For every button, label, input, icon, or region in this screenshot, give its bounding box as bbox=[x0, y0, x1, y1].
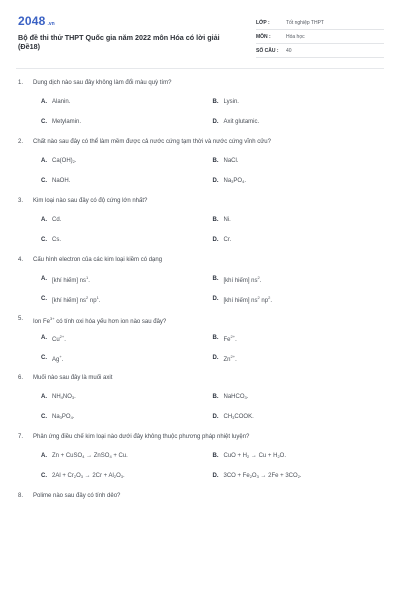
answer-option[interactable] bbox=[213, 473, 385, 479]
option-text: [khí hiếm] $ns^2$ $np^2$. bbox=[223, 294, 272, 304]
option-letter: D. bbox=[212, 119, 219, 125]
question-text: Phản ứng điều chế kim loại nào dưới đây không thuộc phương pháp nhiệt luyện? bbox=[33, 434, 250, 440]
question-text: Kim loại nào sau đây có độ cứng lớn nhất? bbox=[33, 198, 148, 204]
question-item bbox=[18, 80, 384, 139]
exam-title bbox=[18, 33, 233, 51]
answer-option[interactable] bbox=[41, 453, 213, 459]
meta-class-value: Tốt nghiệp THPT bbox=[286, 19, 324, 26]
option-text: Zn + CuSO$_4$ → ZnSO$_4$ + Cu. bbox=[52, 453, 128, 459]
question-stem bbox=[18, 139, 384, 151]
option-row bbox=[41, 171, 384, 191]
question-stem bbox=[18, 493, 384, 505]
option-text: [khí hiếm] $ns^2$ $np^1$. bbox=[52, 294, 101, 304]
option-letter: B. bbox=[212, 158, 219, 164]
answer-option[interactable] bbox=[213, 237, 385, 243]
question-number: 5. bbox=[18, 316, 24, 322]
answer-option[interactable] bbox=[213, 99, 385, 105]
option-text: $Fe^{2+}$. bbox=[223, 333, 237, 343]
question-stem bbox=[18, 316, 384, 328]
answer-option[interactable] bbox=[41, 119, 213, 125]
option-text: [khí hiếm] $ns^2$. bbox=[223, 274, 262, 284]
question-item bbox=[18, 316, 384, 375]
answer-option[interactable] bbox=[41, 158, 213, 164]
option-letter: D. bbox=[212, 414, 219, 420]
option-text: Metylamin. bbox=[52, 119, 82, 125]
answer-option[interactable] bbox=[213, 275, 385, 284]
option-row bbox=[41, 289, 384, 309]
option-row bbox=[41, 466, 384, 486]
question-text: Polime nào sau đây có tính dẻo? bbox=[33, 493, 121, 499]
option-row bbox=[41, 269, 384, 289]
question-text: Dung dịch nào sau đây không làm đổi màu quỳ tím? bbox=[33, 80, 172, 86]
option-row bbox=[41, 151, 384, 171]
logo-domain: .vn bbox=[47, 21, 55, 27]
option-letter: C. bbox=[41, 178, 47, 184]
question-list bbox=[18, 80, 384, 505]
exam-title-line2: (Đề18) bbox=[18, 42, 40, 51]
meta-subject-row bbox=[256, 30, 384, 44]
option-letter: B. bbox=[212, 335, 219, 341]
option-text: $3CO + Fe_2O_3 \to 2Fe + 3CO_2$. bbox=[223, 473, 302, 479]
answer-option[interactable] bbox=[41, 295, 213, 304]
option-letter: B. bbox=[212, 394, 219, 400]
option-letter: C. bbox=[41, 119, 47, 125]
option-letter: B. bbox=[212, 276, 219, 282]
option-row bbox=[41, 328, 384, 348]
option-text: $CH_3COOK$. bbox=[223, 414, 254, 420]
option-letter: A. bbox=[41, 453, 47, 459]
option-letter: A. bbox=[41, 276, 47, 282]
option-row bbox=[41, 348, 384, 368]
option-text: $Na_3PO_4$. bbox=[223, 178, 246, 184]
option-text: Lysin. bbox=[223, 99, 239, 105]
option-text: [khí hiếm] $ns^1$. bbox=[52, 274, 90, 284]
question-stem bbox=[18, 375, 384, 387]
option-letter: C. bbox=[41, 237, 47, 243]
question-item bbox=[18, 493, 384, 505]
option-text: $2Al + Cr_2O_3 \to 2Cr + Al_2O_3$. bbox=[52, 473, 125, 479]
site-logo[interactable] bbox=[18, 14, 233, 28]
answer-option[interactable] bbox=[41, 473, 213, 479]
option-text: $Cu^{2+}$. bbox=[52, 333, 66, 343]
meta-class-row bbox=[256, 16, 384, 30]
option-letter: A. bbox=[41, 394, 47, 400]
answer-option[interactable] bbox=[213, 334, 385, 343]
option-letter: D. bbox=[212, 296, 219, 302]
option-text: Cd. bbox=[52, 217, 62, 223]
option-text: Cs. bbox=[52, 237, 61, 243]
option-text: Ni. bbox=[223, 217, 231, 223]
option-text: $Na_3PO_4$. bbox=[52, 414, 75, 420]
question-stem bbox=[18, 257, 384, 269]
question-text: Muối nào sau đây là muối axit bbox=[33, 375, 113, 381]
option-row bbox=[41, 387, 384, 407]
option-row bbox=[41, 210, 384, 230]
question-number: 1. bbox=[18, 80, 24, 86]
exam-meta bbox=[256, 16, 384, 58]
question-number: 7. bbox=[18, 434, 24, 440]
answer-option[interactable] bbox=[213, 158, 385, 164]
option-letter: D. bbox=[212, 237, 219, 243]
answer-option[interactable] bbox=[41, 99, 213, 105]
question-item bbox=[18, 257, 384, 316]
answer-option[interactable] bbox=[41, 334, 213, 343]
question-text: Chất nào sau đây có thể làm mềm được cả nước cứng tạm thời và nước cứng vĩnh cửu? bbox=[33, 139, 271, 145]
question-item bbox=[18, 198, 384, 257]
option-row bbox=[41, 112, 384, 132]
answer-option[interactable] bbox=[213, 394, 385, 400]
meta-subject-value: Hóa học bbox=[286, 33, 305, 40]
answer-option[interactable] bbox=[213, 178, 385, 184]
option-row bbox=[41, 407, 384, 427]
brand-block bbox=[18, 14, 233, 58]
option-letter: C. bbox=[41, 414, 47, 420]
option-row bbox=[41, 230, 384, 250]
question-item bbox=[18, 375, 384, 434]
answer-option[interactable] bbox=[41, 354, 213, 363]
header-divider bbox=[16, 68, 384, 69]
question-stem bbox=[18, 198, 384, 210]
answer-option[interactable] bbox=[213, 217, 385, 223]
option-text: NaCl. bbox=[223, 158, 239, 164]
option-row bbox=[41, 446, 384, 466]
option-text: $Zn^{2+}$. bbox=[223, 353, 237, 363]
option-text: $NH_4NO_3$. bbox=[52, 394, 76, 400]
question-item bbox=[18, 434, 384, 493]
meta-count-value: 40 bbox=[286, 47, 292, 54]
question-stem bbox=[18, 80, 384, 92]
question-number: 6. bbox=[18, 375, 24, 381]
answer-option[interactable] bbox=[41, 414, 213, 420]
meta-count-row bbox=[256, 44, 384, 58]
answer-option[interactable] bbox=[41, 275, 213, 284]
logo-text: 2048 bbox=[18, 14, 46, 28]
answer-option[interactable] bbox=[213, 354, 385, 363]
option-text: Alanin. bbox=[52, 99, 71, 105]
option-letter: A. bbox=[41, 99, 47, 105]
option-letter: C. bbox=[41, 473, 47, 479]
answer-option[interactable] bbox=[213, 119, 385, 125]
option-row bbox=[41, 92, 384, 112]
question-stem bbox=[18, 434, 384, 446]
meta-subject-label: MÔN : bbox=[256, 33, 271, 40]
option-letter: D. bbox=[212, 178, 219, 184]
option-letter: B. bbox=[212, 217, 219, 223]
meta-class-label: LỚP : bbox=[256, 19, 270, 26]
option-letter: A. bbox=[41, 335, 47, 341]
question-number: 3. bbox=[18, 198, 24, 204]
answer-option[interactable] bbox=[213, 453, 385, 459]
answer-option[interactable] bbox=[41, 394, 213, 400]
option-letter: C. bbox=[41, 355, 47, 361]
option-letter: B. bbox=[212, 99, 219, 105]
option-text: NaOH. bbox=[52, 178, 71, 184]
option-text: Cr. bbox=[223, 237, 232, 243]
header bbox=[18, 14, 384, 58]
option-text: CuO + $H_2 \to Cu + H_2O$. bbox=[223, 453, 287, 459]
question-text: Ion $Fe^{3+}$ có tính oxi hóa yếu hơn ion nào sau đây? bbox=[33, 316, 167, 325]
answer-option[interactable] bbox=[213, 295, 385, 304]
question-number: 8. bbox=[18, 493, 24, 499]
option-text: $Ca(OH)_2$. bbox=[52, 158, 77, 164]
option-letter: A. bbox=[41, 158, 47, 164]
option-text: Ag+. bbox=[52, 353, 64, 363]
question-number: 4. bbox=[18, 257, 24, 263]
option-letter: C. bbox=[41, 296, 47, 302]
option-text: NaHCO$_3$. bbox=[223, 394, 249, 400]
answer-option[interactable] bbox=[213, 414, 385, 420]
exam-title-line1: Bộ đề thi thử THPT Quốc gia năm 2022 môn Hóa có lời giải bbox=[18, 33, 220, 42]
meta-count-label: SỐ CÂU : bbox=[256, 47, 279, 54]
option-letter: D. bbox=[212, 473, 219, 479]
answer-option[interactable] bbox=[41, 217, 213, 223]
option-text: Axit glutamic. bbox=[223, 119, 260, 125]
option-letter: D. bbox=[212, 355, 219, 361]
answer-option[interactable] bbox=[41, 237, 213, 243]
question-number: 2. bbox=[18, 139, 24, 145]
question-text: Cấu hình electron của các kim loại kiềm có dạng bbox=[33, 257, 163, 263]
question-item bbox=[18, 139, 384, 198]
answer-option[interactable] bbox=[41, 178, 213, 184]
option-letter: A. bbox=[41, 217, 47, 223]
option-letter: B. bbox=[212, 453, 219, 459]
